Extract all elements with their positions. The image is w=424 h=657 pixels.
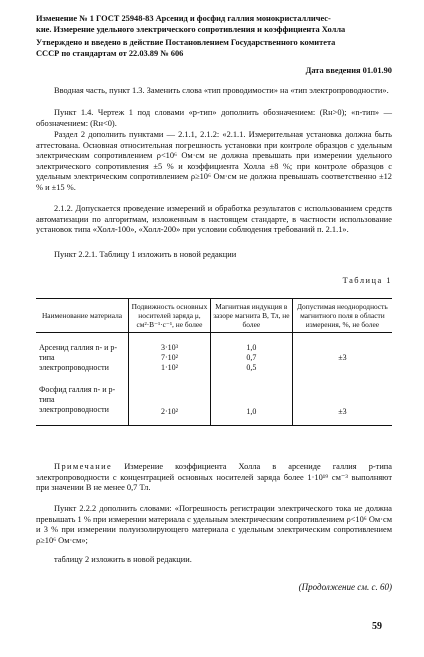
- paragraph-3: Раздел 2 дополнить пунктами — 2.1.1, 2.1.2: «2.1.1. Измерительная установка должна быть аттестована. Основная относительная погрешность установки при контроле образцов с удельным электрическим сопротивлением ρ<10⁶ Ом·см не должна превышать при измерении удельного электрического сопротивления ±5 % и коэффициента Холла ±8 %; при контроле образцов с удельным электрическим сопротивлением ρ≥10⁶ Ом·см не должна превышать соответственно ±12 % и ±15 %.: [36, 130, 392, 192]
- header-line-3: Утверждено и введено в действие Постановлением Государственного комитета: [36, 38, 336, 47]
- table-row: [36, 375, 392, 426]
- effective-date: Дата введения 01.01.90: [305, 66, 392, 75]
- mobility-value: 2·10²: [160, 407, 179, 416]
- paragraph-5: Пункт 2.2.1. Таблицу 1 изложить в новой редакции: [54, 250, 237, 259]
- induction-value: 0,7: [246, 353, 257, 362]
- mobility-value: 1·10²: [160, 363, 179, 372]
- induction-cell: [210, 333, 292, 376]
- header-line-1: Изменение № 1 ГОСТ 25948-83 Арсенид и фосфид галлия монокристалличес-: [36, 14, 331, 23]
- induction-cell: [210, 375, 292, 426]
- paragraph-1: Вводная часть, пункт 1.3. Заменить слова «тип проводимости» на «тип электропроводности».: [54, 86, 389, 95]
- induction-value: 1,0: [246, 343, 257, 352]
- data-table: [36, 298, 392, 426]
- page-number: 59: [372, 621, 382, 632]
- table-row: [36, 333, 392, 376]
- nonuniformity-cell: ±3: [292, 333, 392, 376]
- nonuniformity-cell: ±3: [292, 375, 392, 426]
- table-caption: Таблица 1: [342, 276, 392, 285]
- note-text: Измерение коэффициента Холла в арсениде галлия p-типа электропроводности с концентрацией основных носителей заряда более 1·10¹⁹ см⁻³ выполняют при значении В не менее 0,7 Тл.: [36, 462, 393, 493]
- mobility-cell: [129, 375, 211, 426]
- table-note: [36, 462, 392, 494]
- header-line-2: кие. Измерение удельного электрического сопротивления и коэффициента Холла: [36, 25, 346, 34]
- paragraph-7: таблицу 2 изложить в новой редакции.: [54, 555, 192, 564]
- column-header-nonuniformity: Допустимая неоднородность магнитного поля в области измерения, %, не более: [292, 299, 392, 333]
- induction-value: 0,5: [246, 363, 257, 372]
- table-header-row: [36, 299, 392, 333]
- continuation-note: (Продолжение см. с. 60): [298, 582, 392, 592]
- material-cell: Арсенид галлия n- и p-типа электропроводности: [39, 343, 118, 372]
- paragraph-6: Пункт 2.2.2 дополнить словами: «Погрешность регистрации электрического тока не должна превышать 1 % при измерении материала с удельным электрическим сопротивлением ρ<10⁶ Ом·см и 3 % при измерении полуизолирующего материала с удельным электрическим сопротивлением ρ≥10⁶ Ом·см»;: [36, 504, 392, 545]
- column-header-induction: Магнитная индукция в зазоре магнита В, Тл, не более: [210, 299, 292, 333]
- mobility-value: 3·10³: [160, 343, 179, 352]
- mobility-cell: [129, 333, 211, 376]
- induction-value: 1,0: [246, 407, 257, 416]
- column-header-mobility: Подвижность основных носителей заряда μ, см²·В⁻¹·с⁻¹, не более: [129, 299, 211, 333]
- mobility-value: 7·10²: [160, 353, 179, 362]
- material-cell: Фосфид галлия n- и p-типа электропроводности: [36, 375, 129, 426]
- note-label: Примечание: [54, 462, 113, 471]
- paragraph-2: Пункт 1.4. Чертеж 1 под словами «р-тип» дополнить обозначением: (Rн>0); «n-тип» — обозначением: (Rн<0).: [36, 108, 392, 128]
- header-line-4: СССР по стандартам от 22.03.89 № 606: [36, 49, 184, 58]
- paragraph-4: 2.1.2. Допускается проведение измерений и обработка результатов с использованием средств автоматизации по алгоритмам, изложенным в настоящем стандарте, в частности использование установок типа «Холл-100», «Холл-200» при условии соблюдения требований п. 2.1.1».: [36, 204, 392, 235]
- column-header-material: Наименование материала: [36, 299, 129, 333]
